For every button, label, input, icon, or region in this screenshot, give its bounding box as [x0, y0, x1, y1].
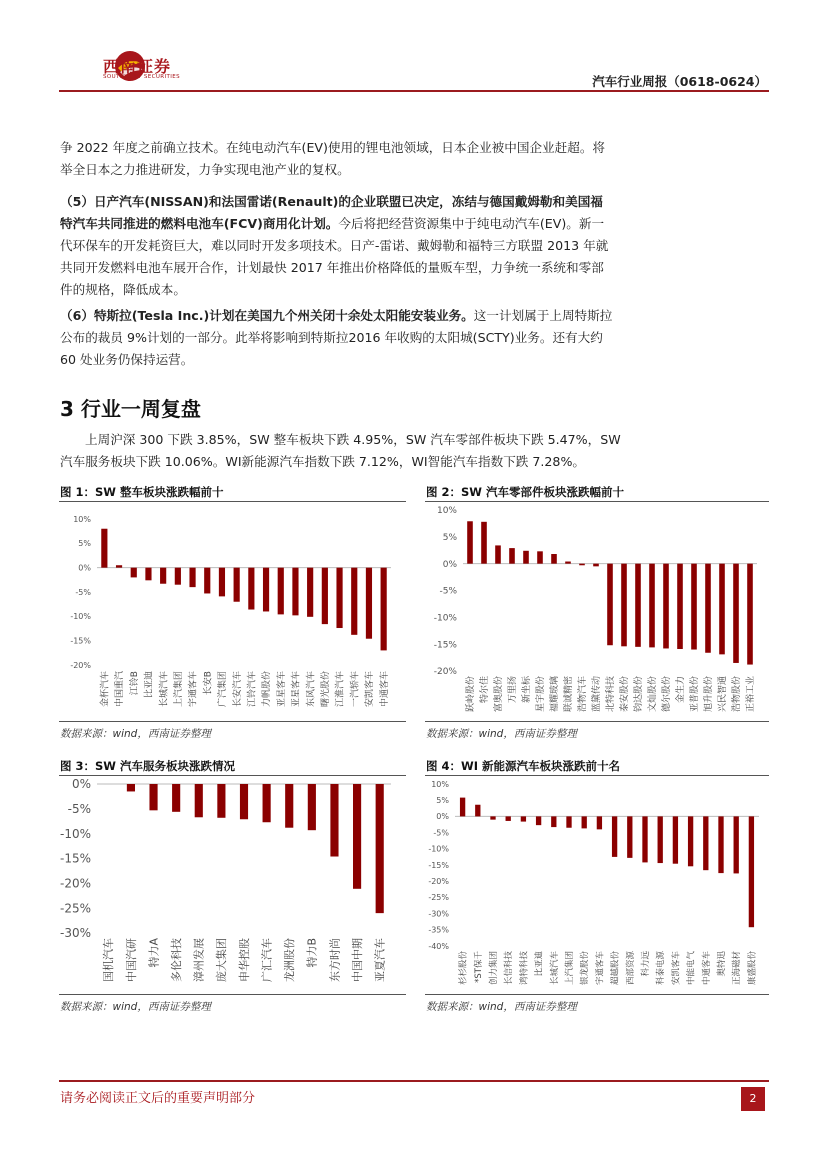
y-tick-label: 10% — [73, 514, 91, 524]
category-label: 曙光股份 — [321, 671, 331, 708]
bar — [635, 564, 641, 647]
y-tick-label: -25% — [59, 901, 91, 916]
category-label: 力帆股份 — [262, 671, 273, 708]
category-label: 中通客车 — [379, 671, 390, 708]
section-title: 3 行业一周复盘 — [60, 397, 201, 421]
category-label: 申华控股 — [237, 938, 251, 982]
bar — [307, 568, 313, 617]
category-label: 上汽集团 — [564, 951, 575, 986]
category-label: 长城汽车 — [549, 951, 560, 986]
category-label: 金杯汽车 — [100, 671, 111, 708]
category-label: 泰安股份 — [620, 676, 631, 713]
bar — [749, 816, 754, 927]
category-label: 钧达股份 — [634, 676, 645, 713]
category-label: 福耀玻璃 — [550, 676, 561, 713]
bar — [521, 816, 526, 821]
bar — [612, 816, 617, 857]
category-label: 东方时尚 — [328, 938, 342, 982]
category-label: 龙洲股份 — [283, 938, 297, 982]
bar — [593, 564, 599, 567]
category-label: 北特科技 — [606, 676, 617, 713]
y-tick-label: -15% — [433, 640, 457, 651]
y-tick-label: -10% — [428, 844, 449, 854]
y-tick-label: -15% — [59, 851, 91, 866]
y-tick-label: 10% — [431, 779, 449, 789]
category-label: 江铃汽车 — [247, 671, 258, 708]
bar — [172, 784, 180, 812]
bar — [127, 784, 135, 791]
figure-1-rule — [59, 501, 406, 502]
y-tick-label: -5% — [67, 802, 91, 817]
bar — [160, 568, 166, 584]
bar — [381, 568, 387, 651]
category-label: 中国汽研 — [124, 938, 138, 982]
paragraph-nissan-lead: （5）日产汽车(NISSAN)和法国雷诺(Renault)的企业联盟已决定，冻结与德国戴姆勒和美国福特汽车共同推进的燃料电池车(FCV)商用化计划。 — [60, 194, 603, 231]
category-label: 德尔股份 — [662, 676, 673, 713]
footer-rule — [59, 1080, 769, 1082]
chart-sw-vehicle — [59, 503, 406, 721]
bar — [101, 529, 107, 568]
chart-sw-auto-parts — [425, 503, 769, 721]
figure-2-bottom-rule — [425, 721, 769, 722]
y-tick-label: -15% — [428, 860, 449, 870]
bar — [719, 564, 725, 655]
bar — [490, 816, 495, 819]
y-tick-label: -15% — [70, 636, 91, 646]
y-tick-label: 5% — [78, 539, 91, 549]
header-rule — [59, 90, 769, 92]
bar — [691, 564, 697, 650]
bar — [495, 545, 501, 563]
y-tick-label: -10% — [70, 612, 91, 622]
category-label: 浩物汽车 — [578, 676, 589, 713]
y-tick-label: 0% — [436, 812, 449, 822]
bar — [621, 564, 627, 647]
bar — [551, 816, 556, 827]
paragraph-nissan-body: 今后将把经营资源集中于纯电动汽车(EV)。新一代环保车的开发耗资巨大，难以同时开发多项技术。日产-雷诺、戴姆勒和福特三方联盟 2013 年就共同开发燃料电池车展开合作，计划最快 2017 年推出价格降低的量贩车型，力争统一系统和零部件的规格，降低成本。 — [60, 216, 609, 297]
paragraph-nissan — [60, 191, 613, 301]
page-number: 2 — [741, 1087, 765, 1111]
y-tick-label: -20% — [59, 876, 91, 891]
bar — [688, 816, 693, 866]
category-label: 安凯客车 — [365, 671, 376, 708]
bar — [566, 816, 571, 827]
bar — [149, 784, 157, 810]
category-label: 超越股份 — [610, 951, 621, 986]
chart-sw-auto-service — [59, 776, 406, 994]
bar — [353, 784, 361, 889]
figure-3-title: 图 3：SW 汽车服务板块涨跌情况 — [60, 759, 235, 773]
bar — [292, 568, 298, 616]
category-label: 科力远 — [640, 951, 651, 977]
bar — [460, 798, 465, 817]
figure-3-bottom-rule — [59, 994, 406, 995]
bar — [536, 816, 541, 825]
bar — [189, 568, 195, 587]
figure-1-source: 数据来源：wind，西南证券整理 — [60, 728, 211, 740]
bar — [204, 568, 210, 594]
bar — [351, 568, 357, 635]
category-label: 特尔佳 — [480, 676, 491, 704]
paragraph-tesla — [60, 305, 613, 371]
y-tick-label: 0% — [71, 777, 91, 792]
y-tick-label: -5% — [433, 828, 449, 838]
category-label: 亚普股份 — [690, 676, 701, 713]
bar — [285, 784, 293, 828]
bar — [278, 568, 284, 615]
category-label: 鸿特科技 — [519, 951, 530, 986]
bar — [747, 564, 753, 665]
category-label: 正海磁材 — [732, 951, 743, 986]
y-tick-label: 0% — [78, 563, 91, 573]
category-label: 东风汽车 — [306, 671, 317, 708]
bar — [523, 551, 529, 564]
category-label: 比亚迪 — [534, 951, 545, 977]
bar — [597, 816, 602, 829]
bar — [467, 521, 473, 563]
bar — [475, 805, 480, 817]
category-label: 广汇汽车 — [260, 938, 274, 982]
category-label: 正裕工业 — [746, 676, 757, 713]
figure-2-title: 图 2：SW 汽车零部件板块涨跌幅前十 — [426, 485, 624, 499]
category-label: 中通客车 — [701, 951, 712, 986]
category-label: 创力集团 — [488, 951, 499, 986]
bar — [195, 784, 203, 817]
figure-1-bottom-rule — [59, 721, 406, 722]
y-tick-label: 5% — [442, 532, 457, 543]
bar — [131, 568, 137, 578]
paragraph-tesla-lead: （6）特斯拉(Tesla Inc.)计划在美国九个州关闭十余处太阳能安装业务。 — [60, 308, 474, 323]
y-tick-label: -40% — [428, 941, 449, 951]
figure-2-rule — [425, 501, 769, 502]
bar — [677, 564, 683, 649]
category-label: 亚星客车 — [276, 671, 287, 708]
category-label: 中能电气 — [686, 951, 697, 986]
bar — [509, 548, 515, 564]
category-label: 跃岭股份 — [466, 676, 477, 713]
category-label: 长信科技 — [504, 951, 515, 986]
bar — [240, 784, 248, 819]
bar — [322, 568, 328, 624]
bar — [336, 568, 342, 628]
category-label: 特力A — [147, 938, 161, 968]
bar — [705, 564, 711, 653]
bar — [627, 816, 632, 857]
company-english-name: SOUTHWEST SECURITIES — [103, 74, 181, 80]
category-label: 亚星客车 — [291, 671, 302, 708]
category-label: 亚夏汽车 — [373, 938, 387, 982]
category-label: 文灿股份 — [648, 676, 659, 713]
report-title: 汽车行业周报（0618-0624） — [592, 74, 767, 89]
category-label: 蓝黛传动 — [592, 676, 603, 713]
y-tick-label: -20% — [428, 877, 449, 886]
y-tick-label: -35% — [428, 925, 449, 935]
category-label: 西部资源 — [625, 951, 636, 986]
paragraph-tesla-body: 这一计划属于上周特斯拉公布的裁员 9%计划的一部分。此举将影响到特斯拉2016 年收购的太阳城(SCTY)业务。还有大约 60 处业务仍保持运营。 — [60, 308, 613, 367]
category-label: 杉杉股份 — [458, 951, 469, 986]
bar — [734, 816, 739, 873]
bar — [579, 564, 585, 566]
footer-disclaimer: 请务必阅读正文后的重要声明部分 — [60, 1091, 256, 1106]
company-name: 西南证券 — [103, 57, 172, 76]
y-tick-label: -25% — [428, 893, 449, 903]
bar — [649, 564, 655, 648]
category-label: 特力B — [305, 938, 319, 968]
category-label: 万里扬 — [508, 676, 519, 704]
category-label: 浩物股份 — [732, 676, 743, 713]
y-tick-label: -30% — [59, 926, 91, 941]
category-label: 银龙股份 — [580, 951, 591, 986]
category-label: 康盛股份 — [747, 951, 758, 986]
bar — [145, 568, 151, 581]
bar — [330, 784, 338, 857]
category-label: 兴民智通 — [718, 676, 729, 713]
bar — [703, 816, 708, 870]
bar — [658, 816, 663, 863]
category-label: 比亚迪 — [144, 671, 155, 699]
figure-1-title: 图 1：SW 整车板块涨跌幅前十 — [60, 485, 224, 499]
category-label: 庞大集团 — [215, 938, 229, 982]
category-label: 奥特迅 — [716, 951, 727, 977]
y-tick-label: -20% — [70, 660, 91, 670]
category-label: 金生力 — [676, 676, 687, 704]
bar — [376, 784, 384, 913]
bar — [234, 568, 240, 602]
category-label: *ST保千 — [473, 951, 484, 983]
bar — [733, 564, 739, 663]
category-label: 中国重汽 — [115, 671, 126, 708]
category-label: 江淮汽车 — [335, 671, 346, 708]
category-label: 长城汽车 — [159, 671, 170, 708]
category-label: 国机汽车 — [102, 938, 116, 982]
bar — [248, 568, 254, 610]
category-label: 科泰电源 — [656, 951, 667, 986]
category-label: 安凯客车 — [671, 951, 682, 986]
bar — [663, 564, 669, 649]
bar — [263, 784, 271, 822]
category-label: 旭升股份 — [704, 676, 715, 713]
category-label: 漳州发展 — [192, 938, 206, 982]
category-label: 广汽集团 — [218, 671, 229, 708]
y-tick-label: -5% — [439, 586, 457, 597]
bar — [565, 562, 571, 564]
figure-4-source: 数据来源：wind，西南证券整理 — [426, 1001, 577, 1013]
category-label: 上汽集团 — [174, 671, 184, 708]
figure-3-source: 数据来源：wind，西南证券整理 — [60, 1001, 211, 1013]
category-label: 一汽轿车 — [350, 671, 361, 708]
y-tick-label: 0% — [442, 559, 457, 570]
bar — [308, 784, 316, 830]
category-label: 富奥股份 — [494, 676, 505, 713]
figure-4-bottom-rule — [425, 994, 769, 995]
y-tick-label: -10% — [433, 613, 457, 624]
y-tick-label: 5% — [436, 796, 449, 805]
y-tick-label: -5% — [75, 587, 91, 597]
bar — [481, 522, 487, 564]
bar — [175, 568, 181, 585]
category-label: 中国中期 — [350, 938, 364, 982]
category-label: 多伦科技 — [170, 938, 184, 982]
bar — [582, 816, 587, 828]
category-label: 联诚精密 — [564, 676, 575, 713]
paragraph-1: 争 2022 年度之前确立技术。在纯电动汽车(EV)使用的锂电池领域，日本企业被中国企业赶超。将举全日本之力推进研发，力争实现电池产业的复权。 — [60, 140, 606, 177]
market-summary-paragraph: 上周沪深 300 下跌 3.85%，SW 整车板块下跌 4.95%，SW 汽车零部件板块下跌 5.47%，SW 汽车服务板块下跌 10.06%。WI新能源汽车指数下跌 7.12%，WI智能汽车指数下跌 7.28%。 — [60, 432, 621, 469]
bar — [718, 816, 723, 873]
y-tick-label: 10% — [436, 506, 457, 517]
y-tick-label: -30% — [428, 909, 449, 919]
bar — [537, 551, 543, 563]
figure-2-source: 数据来源：wind，西南证券整理 — [426, 728, 577, 740]
bar — [217, 784, 225, 818]
category-label: 长安汽车 — [232, 671, 243, 708]
bar — [219, 568, 225, 597]
category-label: 星宇股份 — [536, 676, 547, 713]
y-tick-label: -10% — [59, 826, 91, 841]
bar — [551, 554, 557, 564]
bar — [116, 565, 122, 567]
bar — [366, 568, 372, 639]
category-label: 长安B — [203, 671, 214, 696]
category-label: 宇通客车 — [188, 671, 199, 708]
bar — [642, 816, 647, 862]
chart-wi-new-energy — [425, 776, 769, 994]
bar — [506, 816, 511, 821]
category-label: 新坐标 — [522, 676, 533, 704]
category-label: 宇通客车 — [595, 951, 606, 986]
category-label: 江铃B — [129, 671, 140, 696]
bar — [607, 564, 613, 646]
figure-4-title: 图 4：WI 新能源汽车板块涨跌前十名 — [426, 759, 620, 773]
bar — [673, 816, 678, 863]
bar — [263, 568, 269, 612]
y-tick-label: -20% — [433, 667, 457, 678]
